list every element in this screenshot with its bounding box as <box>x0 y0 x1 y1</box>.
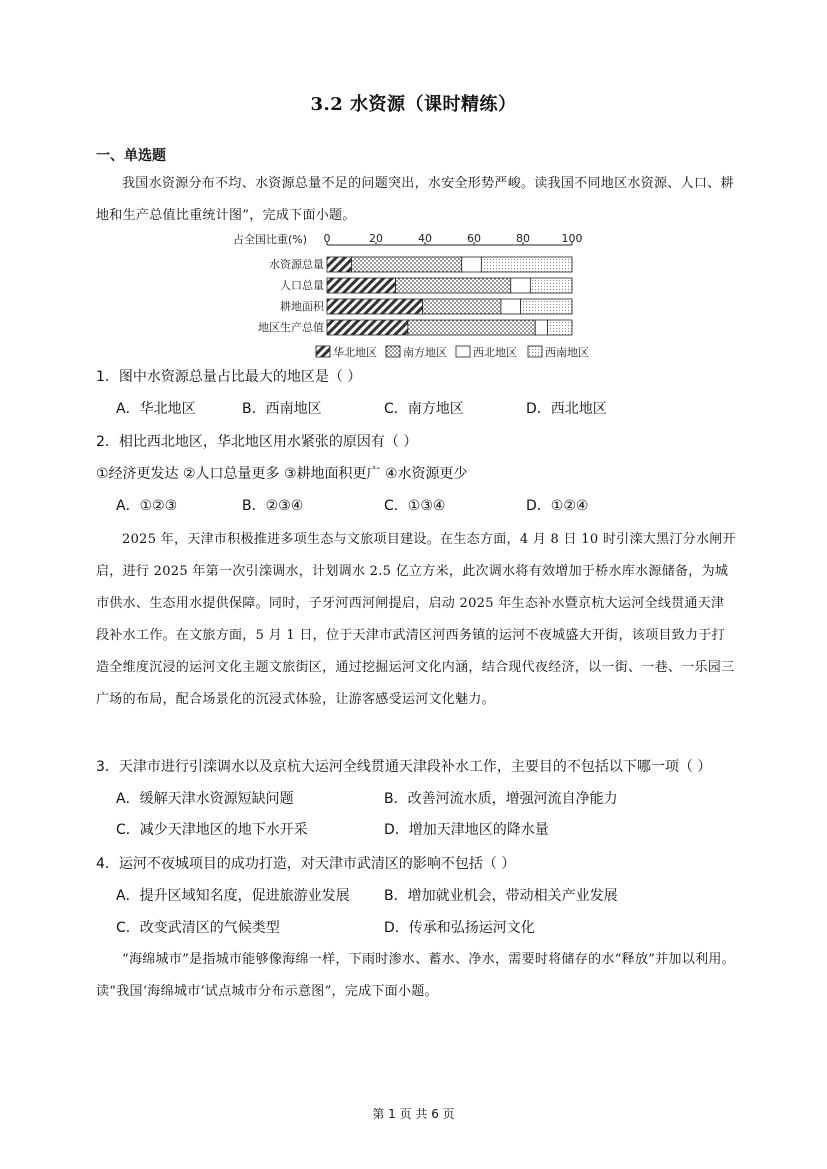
legend-swatch-0 <box>316 346 330 357</box>
legend-swatch-1 <box>386 346 400 357</box>
q2-option-c[interactable]: C．①③④ <box>384 498 446 514</box>
question-2-items: ①经济更发达 ②人口总量更多 ③耕地面积更广 ④水资源更少 <box>96 466 468 482</box>
legend-label-1: 南方地区 <box>403 346 447 359</box>
bar-1-3 <box>530 278 572 293</box>
bar-0-2 <box>462 257 482 272</box>
axis-title: 占全国比重(%) <box>233 233 308 246</box>
bar-0-1 <box>352 257 462 272</box>
bar-3-3 <box>548 320 573 335</box>
bar-3-1 <box>408 320 535 335</box>
category-label-0: 水资源总量 <box>269 258 324 271</box>
q1-option-a[interactable]: A．华北地区 <box>116 401 196 417</box>
x-tick-label-0: 0 <box>323 232 331 245</box>
q1-option-d[interactable]: D．西北地区 <box>526 401 607 417</box>
legend-label-2: 西北地区 <box>473 346 517 359</box>
bar-2-2 <box>501 299 521 314</box>
q4-option-c[interactable]: C．改变武清区的气候类型 <box>116 920 280 936</box>
q3-option-d[interactable]: D．增加天津地区的降水量 <box>384 822 549 838</box>
bar-1-1 <box>396 278 511 293</box>
bar-0-0 <box>327 257 352 272</box>
legend-swatch-2 <box>456 346 470 357</box>
question-3-stem: 3．天津市进行引滦调水以及京杭大运河全线贯通天津段补水工作，主要目的不包括以下哪一项（ ） <box>96 759 712 775</box>
x-tick-label-3: 60 <box>467 232 481 245</box>
q4-option-a[interactable]: A．提升区域知名度，促进旅游业发展 <box>116 888 350 904</box>
stacked-bar-chart <box>228 228 608 362</box>
x-tick-label-4: 80 <box>516 232 530 245</box>
q4-option-d[interactable]: D．传承和弘扬运河文化 <box>384 920 535 936</box>
x-tick-label-2: 40 <box>418 232 432 245</box>
page-footer: 第 1 页 共 6 页 <box>372 1107 455 1121</box>
q2-option-b[interactable]: B．②③④ <box>242 498 304 514</box>
q1-option-c[interactable]: C．南方地区 <box>384 401 464 417</box>
category-label-2: 耕地面积 <box>280 300 324 313</box>
intro-paragraph-3: “海绵城市”是指城市能够像海绵一样，下雨时渗水、蓄水、净水，需要时将储存的水“释放”并加以利用。读“我国‘海绵城市’试点城市分布示意图”，完成下面小题。 <box>96 952 735 999</box>
question-4-stem: 4．运河不夜城项目的成功打造，对天津市武清区的影响不包括（ ） <box>96 856 516 872</box>
category-label-3: 地区生产总值 <box>258 321 324 334</box>
intro-paragraph-2: 2025 年，天津市积极推进多项生态与文旅项目建设。在生态方面，4 月 8 日 10 时引滦大黑汀分水闸开启，进行 2025 年第一次引滦调水，计划调水 2.5 亿立方米，此次调水将有效增加于桥水库水源储备，为城市供水、生态用水提供保障。同时，子牙河西河闸提启，启动 2025 年生态补水暨京杭大运河全线贯通天津段补水工作。在文旅方面，5 月 1 日，位于天津市武清区河西务镇的运河不夜城盛大开街，该项目致力于打造全维度沉浸的运河文化主题文旅街区，通过挖掘运河文化内涵，结合现代夜经济，以一街、一巷、一乐园三广场的布局，配合场景化的沉浸式体验，让游客感受运河文化魅力。 <box>96 532 736 707</box>
x-tick-label-1: 20 <box>369 232 383 245</box>
bar-0-3 <box>481 257 572 272</box>
category-label-1: 人口总量 <box>280 279 324 292</box>
question-2-stem: 2．相比西北地区，华北地区用水紧张的原因有（ ） <box>96 434 418 450</box>
page-title: 3.2 水资源（课时精练） <box>310 94 517 115</box>
q3-option-a[interactable]: A．缓解天津水资源短缺问题 <box>116 791 294 807</box>
q3-option-c[interactable]: C．减少天津地区的地下水开采 <box>116 822 308 838</box>
q1-option-b[interactable]: B．西南地区 <box>242 401 322 417</box>
bar-2-1 <box>423 299 501 314</box>
legend-label-0: 华北地区 <box>333 346 377 359</box>
legend-label-3: 西南地区 <box>545 346 589 359</box>
bar-3-2 <box>535 320 547 335</box>
legend-swatch-3 <box>528 346 542 357</box>
q2-option-d[interactable]: D．①②④ <box>526 498 589 514</box>
bar-2-0 <box>327 299 423 314</box>
section-heading: 一、单选题 <box>96 148 166 164</box>
x-tick-label-5: 100 <box>561 232 583 245</box>
bar-3-0 <box>327 320 408 335</box>
q4-option-b[interactable]: B．增加就业机会，带动相关产业发展 <box>384 888 618 904</box>
bar-2-3 <box>521 299 572 314</box>
intro-paragraph-1: 我国水资源分布不均、水资源总量不足的问题突出，水安全形势严峻。读我国不同地区水资源、人口、耕地和生产总值比重统计图”，完成下面小题。 <box>96 176 734 223</box>
q3-option-b[interactable]: B．改善河流水质，增强河流自净能力 <box>384 791 618 807</box>
question-1-stem: 1．图中水资源总量占比最大的地区是（ ） <box>96 369 362 385</box>
q2-option-a[interactable]: A．①②③ <box>116 498 178 514</box>
bar-1-0 <box>327 278 396 293</box>
bar-1-2 <box>511 278 531 293</box>
